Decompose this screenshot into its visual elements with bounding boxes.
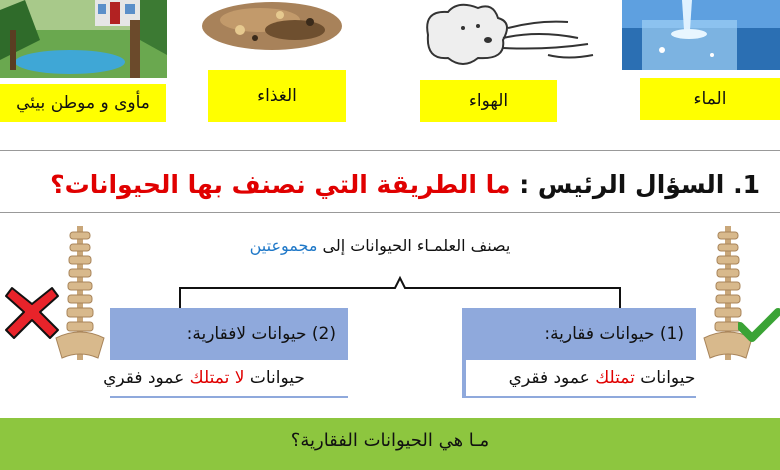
ver-desc-after: عمود فقري: [508, 368, 590, 388]
habitat-image: [0, 0, 167, 78]
inv-desc-after: عمود فقري: [103, 368, 185, 388]
grouping-bracket: [170, 270, 630, 310]
classification-intro: [208, 236, 552, 255]
air-image: [418, 0, 598, 75]
question-text: ما الطريقة التي نصنف بها الحيوانات؟: [50, 170, 511, 199]
ver-desc-highlight: تمتلك: [595, 368, 635, 388]
inv-desc-before: حيوانات: [249, 368, 305, 388]
bottom-question: مـا هي الحيوانات الفقارية؟: [290, 430, 490, 451]
label-air: الهواء: [420, 80, 557, 122]
vertebrates-title: (1) حيوانات فقارية:: [544, 324, 684, 344]
label-shelter: مأوى و موطن بيئي: [0, 84, 166, 122]
food-image: [200, 0, 345, 52]
label-food: الغذاء: [208, 70, 346, 122]
vertebrates-desc: [466, 360, 738, 396]
cross-icon: [4, 284, 60, 340]
main-question: [50, 170, 760, 199]
water-image: [622, 0, 780, 70]
intro-highlight: مجموعتين: [249, 236, 318, 255]
spine-icon-left: [52, 226, 108, 360]
question-divider: [0, 212, 780, 213]
invertebrates-title: (2) حيوانات لافقارية:: [186, 324, 336, 344]
inv-desc-highlight: لا تمتلك: [189, 368, 245, 388]
intro-text: يصنف العلمـاء الحيوانات إلى: [322, 236, 511, 255]
check-icon: [738, 306, 780, 346]
top-divider: [0, 150, 780, 151]
invertebrates-desc: [55, 360, 353, 396]
question-prefix: 1. السؤال الرئيس :: [519, 170, 760, 199]
label-water: الماء: [640, 78, 780, 120]
ver-desc-before: حيوانات: [640, 368, 696, 388]
